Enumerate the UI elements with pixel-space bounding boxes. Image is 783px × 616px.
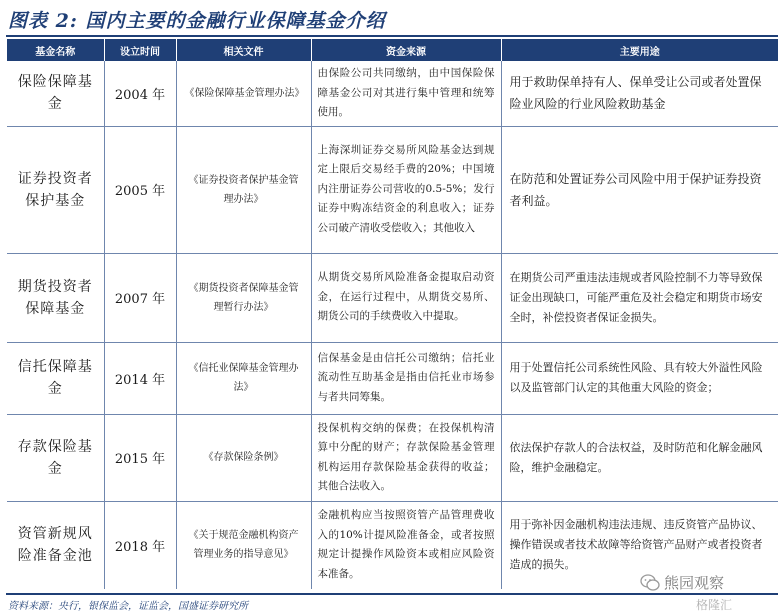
fund-year: 2004 年 bbox=[104, 61, 176, 126]
fund-doc: 《证券投资者保护基金管理办法》 bbox=[176, 126, 311, 253]
fund-use: 用于处置信托公司系统性风险、具有较大外溢性风险以及监管部门认定的其他重大风险的资金； bbox=[501, 342, 778, 414]
fund-name: 资管新规风险准备金池 bbox=[7, 501, 104, 589]
fund-year: 2015 年 bbox=[104, 414, 176, 501]
column-header-source: 资金来源 bbox=[311, 39, 501, 61]
column-header-use: 主要用途 bbox=[501, 39, 778, 61]
fund-use: 在期货公司严重违法违规或者风险控制不力等导致保证金出现缺口，可能严重危及社会稳定和期货市场安全时，补偿投资者保证金损失。 bbox=[501, 253, 778, 342]
footer-divider bbox=[6, 593, 778, 595]
fund-use: 在防范和处置证券公司风险中用于保护证券投资者利益。 bbox=[501, 126, 778, 253]
source-note: 资料来源：央行，银保监会，证监会，国盛证券研究所 bbox=[8, 601, 248, 612]
fund-source: 投保机构交纳的保费；在投保机构清算中分配的财产；存款保险基金管理机构运用存款保险基金获得的收益；其他合法收入。 bbox=[311, 414, 501, 501]
column-header-name: 基金名称 bbox=[7, 39, 104, 61]
fund-source: 由保险公司共同缴纳，由中国保险保障基金公司对其进行集中管理和统筹使用。 bbox=[311, 61, 501, 126]
fund-year: 2007 年 bbox=[104, 253, 176, 342]
fund-doc: 《保险保障基金管理办法》 bbox=[176, 61, 311, 126]
column-header-doc: 相关文件 bbox=[176, 39, 311, 61]
watermark-label: 熊园观察 bbox=[664, 574, 725, 592]
fund-name: 存款保险基金 bbox=[7, 414, 104, 501]
fund-use: 用于弥补因金融机构违法违规、违反资管产品协议、操作错误或者技术故障等给资管产品财产或者投资者造成的损失。 bbox=[509, 518, 763, 572]
table-row bbox=[7, 61, 778, 126]
fund-name: 信托保障基金 bbox=[7, 342, 104, 414]
watermark-sub: 格隆汇 bbox=[696, 598, 733, 612]
wechat-icon bbox=[640, 574, 660, 592]
fund-year: 2005 年 bbox=[104, 126, 176, 253]
watermark bbox=[640, 572, 724, 593]
fund-use: 依法保护存款人的合法权益，及时防范和化解金融风险，维护金融稳定。 bbox=[501, 414, 778, 501]
fund-name: 期货投资者保障基金 bbox=[7, 253, 104, 342]
fund-source: 从期货交易所风险准备金提取启动资金，在运行过程中，从期货交易所、期货公司的手续费收入中提取。 bbox=[311, 253, 501, 342]
fund-doc: 《期货投资者保障基金管理暂行办法》 bbox=[176, 253, 311, 342]
table-header-row bbox=[7, 39, 778, 61]
fund-doc: 《存款保险条例》 bbox=[176, 414, 311, 501]
table-row bbox=[7, 253, 778, 342]
title-divider bbox=[6, 35, 778, 37]
table-row bbox=[7, 414, 778, 501]
fund-name: 保险保障基金 bbox=[7, 61, 104, 126]
fund-source: 信保基金是由信托公司缴纳；信托业流动性互助基金是指由信托业市场参与者共同筹集。 bbox=[311, 342, 501, 414]
fund-source: 金融机构应当按照资管产品管理费收入的10%计提风险准备金，或者按照规定计提操作风险资本或相应风险资本准备。 bbox=[311, 501, 501, 589]
fund-year: 2014 年 bbox=[104, 342, 176, 414]
fund-doc: 《信托业保障基金管理办法》 bbox=[176, 342, 311, 414]
table-row bbox=[7, 342, 778, 414]
fund-name: 证券投资者保护基金 bbox=[7, 126, 104, 253]
fund-year: 2018 年 bbox=[104, 501, 176, 589]
fund-source: 上海深圳证券交易所风险基金达到规定上限后交易经手费的20%；中国境内注册证券公司营收的0.5-5%；发行证券中购冻结资金的利息收入；证券公司破产清收受偿收入；其他收入 bbox=[311, 126, 501, 253]
fund-table bbox=[7, 39, 778, 589]
page-title: 图表 2: 国内主要的金融行业保障基金介绍 bbox=[8, 10, 386, 32]
fund-use: 用于救助保单持有人、保单受让公司或者处置保险业风险的行业风险救助基金 bbox=[501, 61, 778, 126]
table-row bbox=[7, 126, 778, 253]
fund-doc: 《关于规范金融机构资产管理业务的指导意见》 bbox=[176, 501, 311, 589]
column-header-year: 设立时间 bbox=[104, 39, 176, 61]
